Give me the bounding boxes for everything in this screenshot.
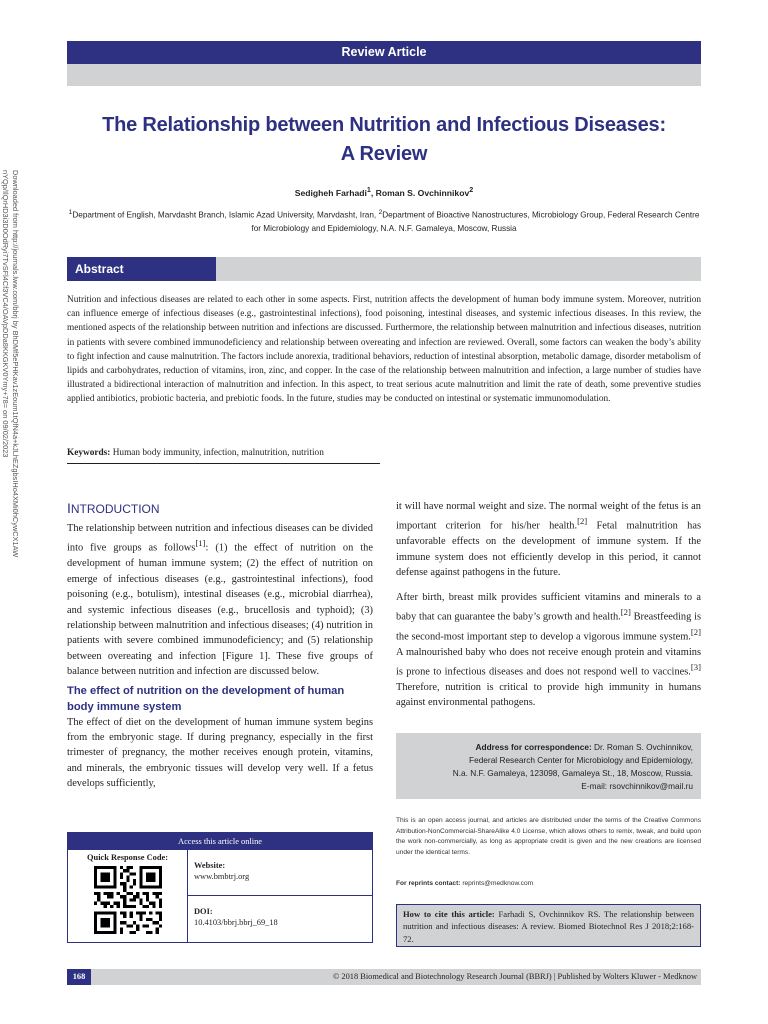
abstract-heading bbox=[67, 257, 216, 281]
intro-paragraph-1 bbox=[67, 521, 373, 680]
footer-copyright: © 2018 Biomedical and Biotechnology Research Journal (BBRJ) | Published by Wolters Kluwer - Medknow bbox=[332, 972, 697, 981]
page-number: 168 bbox=[67, 969, 91, 985]
intro-p1-text-b: : (1) the effect of nutrition on the development of human immune system; (2) the effect of nutrition on emerge of infectious diseases (e.g., gastrointestinal infections), food poisoning (e.g., botulism), intestinal diseases (e.g., microbial diarrhea), and systemic infectious diseases (e.g., brucellosis and typhoid); (3) relationship between malnutrition and infectious diseases; (4) nutrition in patients with severe combined immunodeficiency; and (5) relationship between overeating and infection [Figure 1]. These five groups of balance between nutrition and infection are discussed below. bbox=[67, 542, 373, 678]
access-heading: Access this article online bbox=[68, 833, 372, 850]
header-band bbox=[67, 64, 701, 86]
right-p2-text-b: Breastfeeding is the second-most important step to develop a vigorous immune system. bbox=[396, 611, 701, 643]
reprints bbox=[396, 880, 701, 887]
intro-p1-text-a: The relationship between nutrition and infectious diseases can be divided into five groups as follows bbox=[67, 523, 373, 554]
doi-box bbox=[188, 896, 372, 942]
right-p1-text-b: Fetal malnutrition has unfavorable effects on the development of immune system. If the immune system does not efficiently develop in this period, it cannot defense against pathogens in the future. bbox=[396, 520, 701, 579]
qr-code-icon[interactable] bbox=[94, 866, 162, 934]
right-p1-text-a: it will have normal weight and size. The normal weight of the fetus is an important criterion for his/her health. bbox=[396, 501, 701, 532]
author-2-sup: 2 bbox=[469, 186, 474, 194]
website-label: Website: bbox=[194, 861, 226, 870]
abstract-heading-text: Abstract bbox=[75, 262, 124, 276]
author-1-sup: 1 bbox=[366, 186, 371, 194]
website-box bbox=[188, 850, 372, 896]
subsection-heading: The effect of nutrition on the development of human body immune system bbox=[67, 684, 345, 713]
right-column bbox=[396, 499, 701, 711]
introduction-heading bbox=[67, 499, 373, 518]
author-1: Sedigheh Farhadi bbox=[294, 187, 367, 198]
affiliation-1: Department of English, Marvdasht Branch, Islamic Azad University, Marvdasht, Iran, bbox=[72, 210, 379, 220]
right-p2-text-c: A malnourished baby who does not receive enough protein and vitamins is prone to infectious diseases and does not respond well to vaccines. bbox=[396, 646, 701, 678]
download-sidebar bbox=[1, 170, 40, 610]
affil-sup-1: 1 bbox=[68, 209, 73, 216]
article-title bbox=[67, 111, 701, 169]
license-text: This is an open access journal, and articles are distributed under the terms of the Creative Commons Attribution-NonCommercial-ShareAlike 4.0 License, which allows others to remix, tweak, and build upon the work non-commercially, as long as appropriate credit is given and the new creations are licensed under the identical terms. bbox=[396, 817, 701, 856]
author-separator: , bbox=[370, 187, 376, 198]
doi-link[interactable]: 10.4103/bbrj.bbrj_69_18 bbox=[194, 918, 278, 927]
citation-label: How to cite this article: bbox=[403, 909, 495, 919]
correspondence-line-2: Federal Research Center for Microbiology and Epidemiology, bbox=[469, 755, 693, 765]
right-p1-ref[interactable]: [2] bbox=[577, 516, 588, 527]
citation-box bbox=[396, 904, 701, 947]
affiliations bbox=[67, 206, 701, 235]
qr-label: Quick Response Code: bbox=[87, 853, 168, 862]
intro-p1-ref[interactable]: [1] bbox=[195, 538, 206, 549]
citation-text: Farhadi S, Ovchinnikov RS. The relationship between nutrition and infectious diseases: A review. Biomed Biotechnol Res J 2018;2:168-72. bbox=[403, 909, 694, 944]
title-line-2: A Review bbox=[340, 143, 428, 165]
keywords-text: Human body immunity, infection, malnutrition, nutrition bbox=[110, 448, 324, 458]
authors bbox=[67, 186, 701, 198]
reprints-label: For reprints contact: bbox=[396, 880, 461, 887]
correspondence-line-3: N.a. N.F. Gamaleya, 123098, Gamaleya St., 18, Moscow, Russia. bbox=[452, 768, 693, 778]
article-type-banner bbox=[67, 41, 701, 64]
abstract-heading-band bbox=[216, 257, 701, 281]
keywords bbox=[67, 446, 701, 460]
left-column bbox=[67, 499, 373, 792]
intro-heading-rest: NTRODUCTION bbox=[70, 502, 160, 516]
correspondence-email[interactable]: E-mail: rsovchinnikov@mail.ru bbox=[581, 781, 693, 791]
article-type: Review Article bbox=[341, 45, 427, 59]
intro-heading-initial: I bbox=[67, 500, 71, 516]
affil-sup-2: 2 bbox=[378, 209, 383, 216]
affiliation-2: Department of Bioactive Nanostructures, Microbiology Group, Federal Research Centre for Microbiology and Epidemiology, N.A. N.F. Gamaleya, Moscow, Russia bbox=[251, 210, 700, 233]
qr-column bbox=[68, 850, 188, 942]
abstract-text: Nutrition and infectious diseases are related to each other in some aspects. First, nutrition affects the development of human body immune system. Moreover, nutrition can influence emerge of infectious diseases (e.g., gastrointestinal infections), food poisoning, intestinal diseases, and systemic infectious diseases. In this review, the mentioned aspects of the relationship between nutrition and infections are discussed. Furthermore, the relationship between malnutrition and infectious diseases, nutrition in patients with severe combined immunodeficiency and relationship between overeating and infection are reviewed. Overall, some factors can weaken the body’s ability to fight infection and cause malnutrition. The factors include anorexia, traditional behaviors, reduction of intestinal absorption, metabolic damage, disorder metabolism of lipids and carbohydrates, reduction of vitamins, iron, zinc, and copper. In the case of the relationship between malnutrition and infection, a large number of studies have illustrated a bidirectional interaction of malnutrition and infection. In this aspect, to treat serious acute malnutrition and limit the rate of death, some preventive studies applied antibiotics, probiotic bacteria, and prebiotic foods. In the future, studies may be conducted on intestinal or systematic immunomodulation. bbox=[67, 295, 701, 405]
reprints-email[interactable]: reprints@medknow.com bbox=[460, 880, 534, 887]
right-p2-text-a: After birth, breast milk provides sufficient vitamins and minerals to a baby that can guarantee the baby’s growth and health. bbox=[396, 591, 701, 623]
download-notice: Downloaded from http://journals.lww.com/bbrj by BhDMf5ePHKav1zEoum1tQfN4a+kJLhEZgbsIHo4XMi0hCywCX1AW nYQp/IlQrHD3i3D0OdRyi7TvSFl4Cf3VC4/OAVpDDa8KKGKV0Ymy+78= on 09/02/2023 bbox=[1, 170, 20, 558]
correspondence-line-1 bbox=[396, 741, 693, 754]
intro-paragraph-2: The effect of diet on the development of human immune system begins from the embryonic stage. If during pregnancy, especially in the first trimester of pregnancy, the mother receives enough protein, vitamins, and minerals, the embryonic tissues will develop very well. If a fetus develops sufficiently, bbox=[67, 716, 373, 790]
title-line-1: The Relationship between Nutrition and Infectious Diseases: bbox=[102, 114, 666, 136]
right-paragraph-1 bbox=[396, 499, 701, 581]
keywords-label: Keywords: bbox=[67, 448, 111, 458]
author-2: Roman S. Ovchinnikov bbox=[375, 187, 470, 198]
correspondence-name: Dr. Roman S. Ovchinnikov, bbox=[591, 742, 693, 752]
website-link[interactable]: www.bmbtrj.org bbox=[194, 872, 250, 881]
right-p2-ref-1[interactable]: [2] bbox=[620, 606, 631, 617]
right-p2-text-d: Therefore, nutrition is critical to provide high immunity in humans against environmental pathogens. bbox=[396, 681, 701, 709]
keywords-divider bbox=[67, 463, 380, 464]
correspondence-box bbox=[396, 733, 701, 799]
page-footer bbox=[67, 969, 701, 985]
right-p2-ref-2[interactable]: [2] bbox=[690, 626, 701, 637]
access-online-box bbox=[67, 832, 373, 943]
right-p2-ref-3[interactable]: [3] bbox=[690, 662, 701, 673]
right-paragraph-2 bbox=[396, 590, 701, 711]
doi-label: DOI: bbox=[194, 907, 213, 916]
correspondence-label: Address for correspondence: bbox=[475, 742, 592, 752]
